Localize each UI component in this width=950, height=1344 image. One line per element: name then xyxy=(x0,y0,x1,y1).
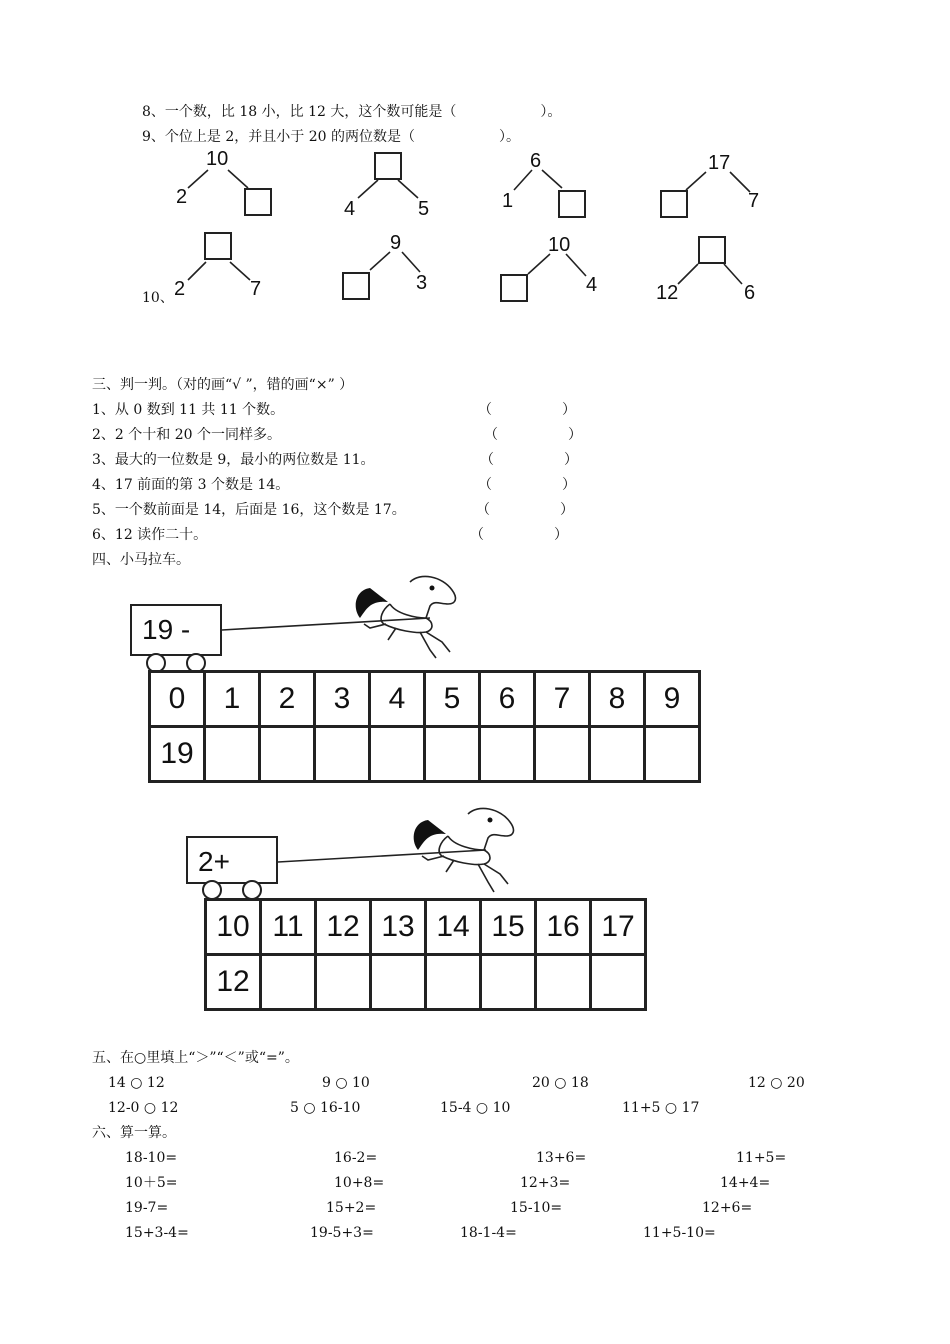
tree-answer-box[interactable] xyxy=(558,190,586,218)
grid-cell: 11 xyxy=(261,900,316,955)
tree-right-number: 3 xyxy=(416,272,428,294)
number-tree xyxy=(658,148,768,223)
judge-item-4: 4、17 前面的第 3 个数是 14。 xyxy=(92,477,290,493)
grid-cell: 1 xyxy=(205,672,260,727)
judge-answer-1[interactable]: （ ） xyxy=(478,402,576,418)
compare-item[interactable]: 9 ○ 10 xyxy=(322,1075,370,1091)
grid-cell: 15 xyxy=(481,900,536,955)
tree-top-number: 9 xyxy=(390,232,402,254)
grid-answer-cell[interactable] xyxy=(536,955,591,1010)
grid-row-answers xyxy=(206,955,646,1010)
calc-item[interactable]: 10＋5= xyxy=(125,1175,178,1191)
judge-item-5: 5、一个数前面是 14，后面是 16，这个数是 17。 xyxy=(92,502,406,518)
calc-item[interactable]: 11+5-10= xyxy=(643,1225,716,1241)
grid-cell: 12 xyxy=(206,955,261,1010)
number-tree xyxy=(498,230,608,305)
grid-answer-cell[interactable] xyxy=(205,727,260,782)
question-10-label: 10、 xyxy=(142,290,174,306)
grid-answer-cell[interactable] xyxy=(480,727,535,782)
number-grid-1 xyxy=(148,670,701,783)
calc-item[interactable]: 15-10= xyxy=(510,1200,563,1216)
calc-item[interactable]: 10+8= xyxy=(334,1175,385,1191)
number-tree xyxy=(340,230,450,305)
calc-item[interactable]: 16-2= xyxy=(334,1150,378,1166)
grid-cell: 4 xyxy=(370,672,425,727)
calc-item[interactable]: 12+3= xyxy=(520,1175,571,1191)
question-9: 9、个位上是 2，并且小于 20 的两位数是（ ）。 xyxy=(142,129,520,145)
section-5-title: 五、在○里填上“＞”“＜”或“=”。 xyxy=(92,1050,299,1066)
tree-right-number: 7 xyxy=(748,190,760,212)
calc-item[interactable]: 11+5= xyxy=(736,1150,787,1166)
tree-left-number: 2 xyxy=(176,186,188,208)
calc-item[interactable]: 18-10= xyxy=(125,1150,178,1166)
judge-item-6: 6、12 读作二十。 xyxy=(92,527,208,543)
tree-left-number: 2 xyxy=(174,278,186,300)
judge-item-2: 2、2 个十和 20 个一同样多。 xyxy=(92,427,281,443)
grid-answer-cell[interactable] xyxy=(590,727,645,782)
grid-answer-cell[interactable] xyxy=(261,955,316,1010)
number-tree xyxy=(498,148,608,223)
tree-answer-box[interactable] xyxy=(342,272,370,300)
judge-item-1: 1、从 0 数到 11 共 11 个数。 xyxy=(92,402,285,418)
cart-label: 2+ xyxy=(186,836,278,884)
calc-item[interactable]: 19-7= xyxy=(125,1200,169,1216)
grid-cell: 19 xyxy=(150,727,205,782)
number-tree xyxy=(172,230,282,305)
compare-item[interactable]: 15-4 ○ 10 xyxy=(440,1100,511,1116)
grid-answer-cell[interactable] xyxy=(645,727,700,782)
tree-answer-box[interactable] xyxy=(500,274,528,302)
grid-cell: 3 xyxy=(315,672,370,727)
compare-item[interactable]: 11+5 ○ 17 xyxy=(622,1100,700,1116)
grid-answer-cell[interactable] xyxy=(370,727,425,782)
question-8: 8、一个数，比 18 小，比 12 大，这个数可能是（ ）。 xyxy=(142,104,562,120)
calc-item[interactable]: 12+6= xyxy=(702,1200,753,1216)
grid-cell: 13 xyxy=(371,900,426,955)
tree-left-number: 1 xyxy=(502,190,514,212)
grid-cell: 8 xyxy=(590,672,645,727)
calc-item[interactable]: 14+4= xyxy=(720,1175,771,1191)
grid-cell: 2 xyxy=(260,672,315,727)
grid-row-answers xyxy=(150,727,700,782)
section-3-title: 三、判一判。（对的画“√ ”，错的画“×” ） xyxy=(92,377,354,393)
grid-cell: 5 xyxy=(425,672,480,727)
judge-answer-6[interactable]: （ ） xyxy=(470,527,568,543)
tree-top-number: 17 xyxy=(708,152,731,174)
calc-item[interactable]: 15+2= xyxy=(326,1200,377,1216)
grid-cell: 9 xyxy=(645,672,700,727)
compare-item[interactable]: 5 ○ 16-10 xyxy=(290,1100,361,1116)
judge-answer-4[interactable]: （ ） xyxy=(478,477,576,493)
judge-answer-5[interactable]: （ ） xyxy=(476,502,574,518)
grid-cell: 0 xyxy=(150,672,205,727)
number-tree xyxy=(170,148,280,223)
tree-top-number: 10 xyxy=(548,234,571,256)
calc-item[interactable]: 13+6= xyxy=(536,1150,587,1166)
compare-item[interactable]: 12-0 ○ 12 xyxy=(108,1100,179,1116)
horse-icon xyxy=(276,800,536,900)
tree-left-number: 4 xyxy=(344,198,356,220)
grid-cell: 17 xyxy=(591,900,646,955)
tree-answer-box[interactable] xyxy=(374,152,402,180)
section-6-title: 六、算一算。 xyxy=(92,1125,176,1141)
grid-answer-cell[interactable] xyxy=(535,727,590,782)
grid-answer-cell[interactable] xyxy=(426,955,481,1010)
cart-wheel xyxy=(202,880,222,900)
grid-answer-cell[interactable] xyxy=(260,727,315,782)
tree-right-number: 7 xyxy=(250,278,262,300)
calc-item[interactable]: 18-1-4= xyxy=(460,1225,517,1241)
calc-item[interactable]: 15+3-4= xyxy=(125,1225,189,1241)
grid-cell: 16 xyxy=(536,900,591,955)
grid-cell: 14 xyxy=(426,900,481,955)
grid-cell: 6 xyxy=(480,672,535,727)
tree-right-number: 5 xyxy=(418,198,430,220)
grid-answer-cell[interactable] xyxy=(591,955,646,1010)
compare-item[interactable]: 14 ○ 12 xyxy=(108,1075,165,1091)
number-tree xyxy=(340,148,450,223)
grid-cell: 10 xyxy=(206,900,261,955)
grid-answer-cell[interactable] xyxy=(371,955,426,1010)
horse-icon xyxy=(220,570,480,665)
section-4-title: 四、小马拉车。 xyxy=(92,552,190,568)
grid-answer-cell[interactable] xyxy=(315,727,370,782)
tree-top-number: 10 xyxy=(206,148,229,170)
tree-top-number: 6 xyxy=(530,150,542,172)
grid-row-numbers xyxy=(206,900,646,955)
judge-answer-3[interactable]: （ ） xyxy=(480,452,578,468)
grid-cell: 12 xyxy=(316,900,371,955)
tree-right-number: 6 xyxy=(744,282,756,304)
grid-row-numbers xyxy=(150,672,700,727)
tree-right-number: 4 xyxy=(586,274,598,296)
judge-answer-2[interactable]: （ ） xyxy=(484,427,582,443)
tree-left-number: 12 xyxy=(656,282,679,304)
cart-wheel xyxy=(242,880,262,900)
calc-item[interactable]: 19-5+3= xyxy=(310,1225,374,1241)
judge-item-3: 3、最大的一位数是 9，最小的两位数是 11。 xyxy=(92,452,375,468)
grid-cell: 7 xyxy=(535,672,590,727)
grid-answer-cell[interactable] xyxy=(425,727,480,782)
grid-answer-cell[interactable] xyxy=(316,955,371,1010)
tree-answer-box[interactable] xyxy=(204,232,232,260)
tree-answer-box[interactable] xyxy=(698,236,726,264)
number-tree xyxy=(656,232,766,307)
tree-answer-box[interactable] xyxy=(244,188,272,216)
tree-answer-box[interactable] xyxy=(660,190,688,218)
number-grid-2 xyxy=(204,898,647,1011)
cart-label: 19 - xyxy=(130,604,222,656)
compare-item[interactable]: 20 ○ 18 xyxy=(532,1075,589,1091)
compare-item[interactable]: 12 ○ 20 xyxy=(748,1075,805,1091)
grid-answer-cell[interactable] xyxy=(481,955,536,1010)
